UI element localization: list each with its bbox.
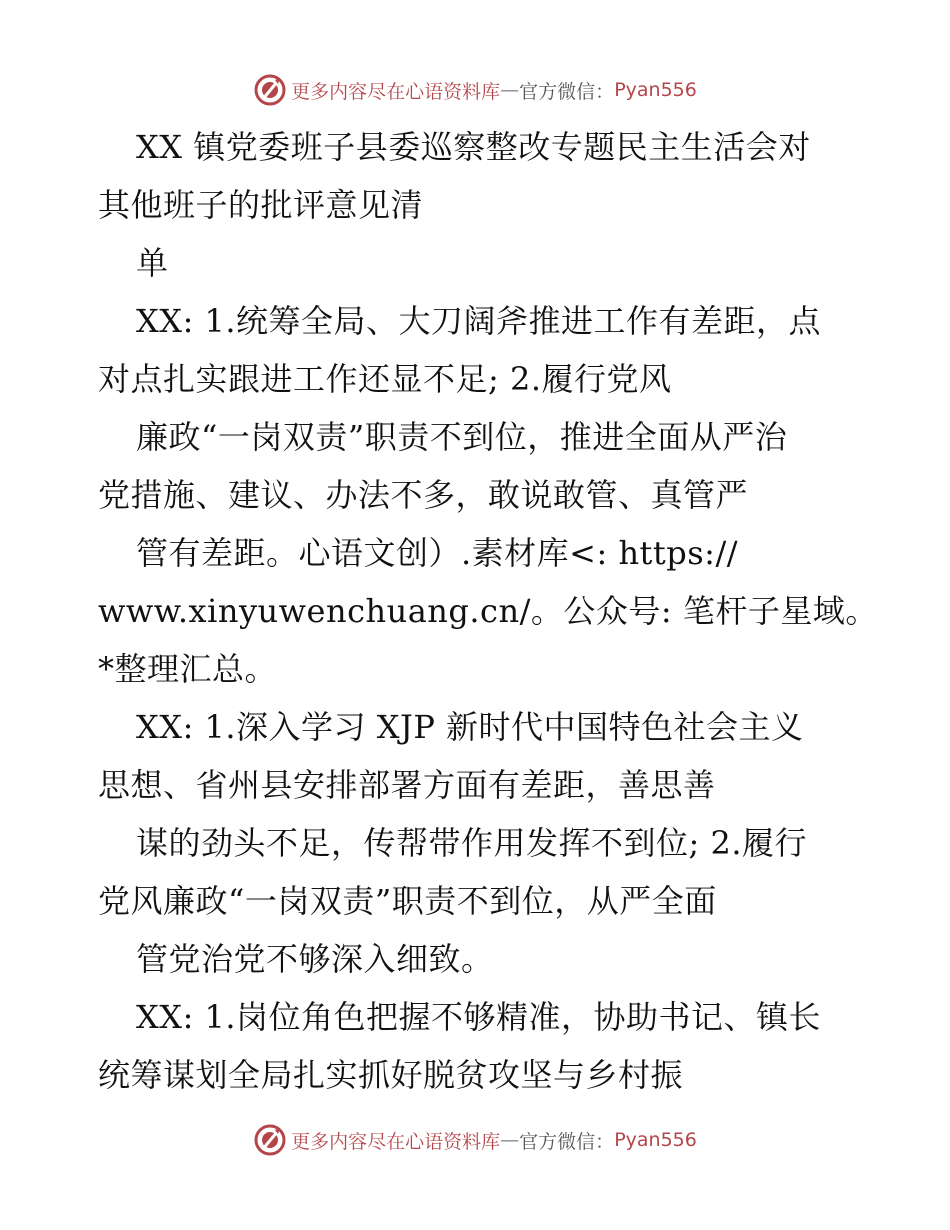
text-line: 谋的劲头不足，传帮带作用发挥不到位; 2.履行 [136, 824, 807, 862]
text-line: 管党治党不够深入细致。 [136, 940, 494, 978]
document-title-line: 单 [136, 244, 169, 282]
text-line: 思想、省州县安排部署方面有差距，善思善 [98, 766, 716, 804]
brand-logo-icon [253, 73, 287, 107]
banner-wechat-label: 官方微信： [519, 80, 615, 103]
banner-text: 更多内容尽在心语资料库 [291, 80, 501, 103]
brand-logo-icon [253, 1123, 287, 1157]
footer-watermark [0, 1120, 950, 1160]
text-line: XX: 1.深入学习 XJP 新时代中国特色社会主义 [136, 708, 804, 746]
text-line: 党风廉政“一岗双责”职责不到位，从严全面 [98, 882, 717, 920]
header-watermark [0, 70, 950, 110]
banner-wechat-label: 官方微信： [519, 1130, 615, 1153]
text-line: www.xinyuwenchuang.cn/。公众号: 笔杆子星域。 [98, 592, 878, 630]
text-line: XX: 1.岗位角色把握不够精准，协助书记、镇长 [136, 998, 822, 1036]
text-line: *整理汇总。 [98, 650, 278, 688]
text-line: XX: 1.统筹全局、大刀阔斧推进工作有差距，点 [136, 302, 822, 340]
banner-text: 更多内容尽在心语资料库 [291, 1130, 501, 1153]
banner-wechat-id: Pyan556 [614, 1129, 697, 1151]
banner-wechat-id: Pyan556 [614, 79, 697, 101]
document-title-line: XX 镇党委班子县委巡察整改专题民主生活会对 [136, 128, 811, 166]
document-title-line: 其他班子的批评意见清 [98, 186, 424, 224]
text-line: 统筹谋划全局扎实抓好脱贫攻坚与乡村振 [98, 1056, 684, 1094]
text-line: 廉政“一岗双责”职责不到位，推进全面从严治 [136, 418, 788, 456]
banner-separator: — [500, 79, 520, 101]
document-body [98, 118, 878, 1104]
text-line: 党措施、建议、办法不多，敢说敢管、真管严 [98, 476, 749, 514]
text-line: 管有差距。心语文创）.素材库<: https:// [136, 534, 739, 572]
banner-separator: — [500, 1129, 520, 1151]
text-line: 对点扎实跟进工作还显不足; 2.履行党风 [98, 360, 672, 398]
